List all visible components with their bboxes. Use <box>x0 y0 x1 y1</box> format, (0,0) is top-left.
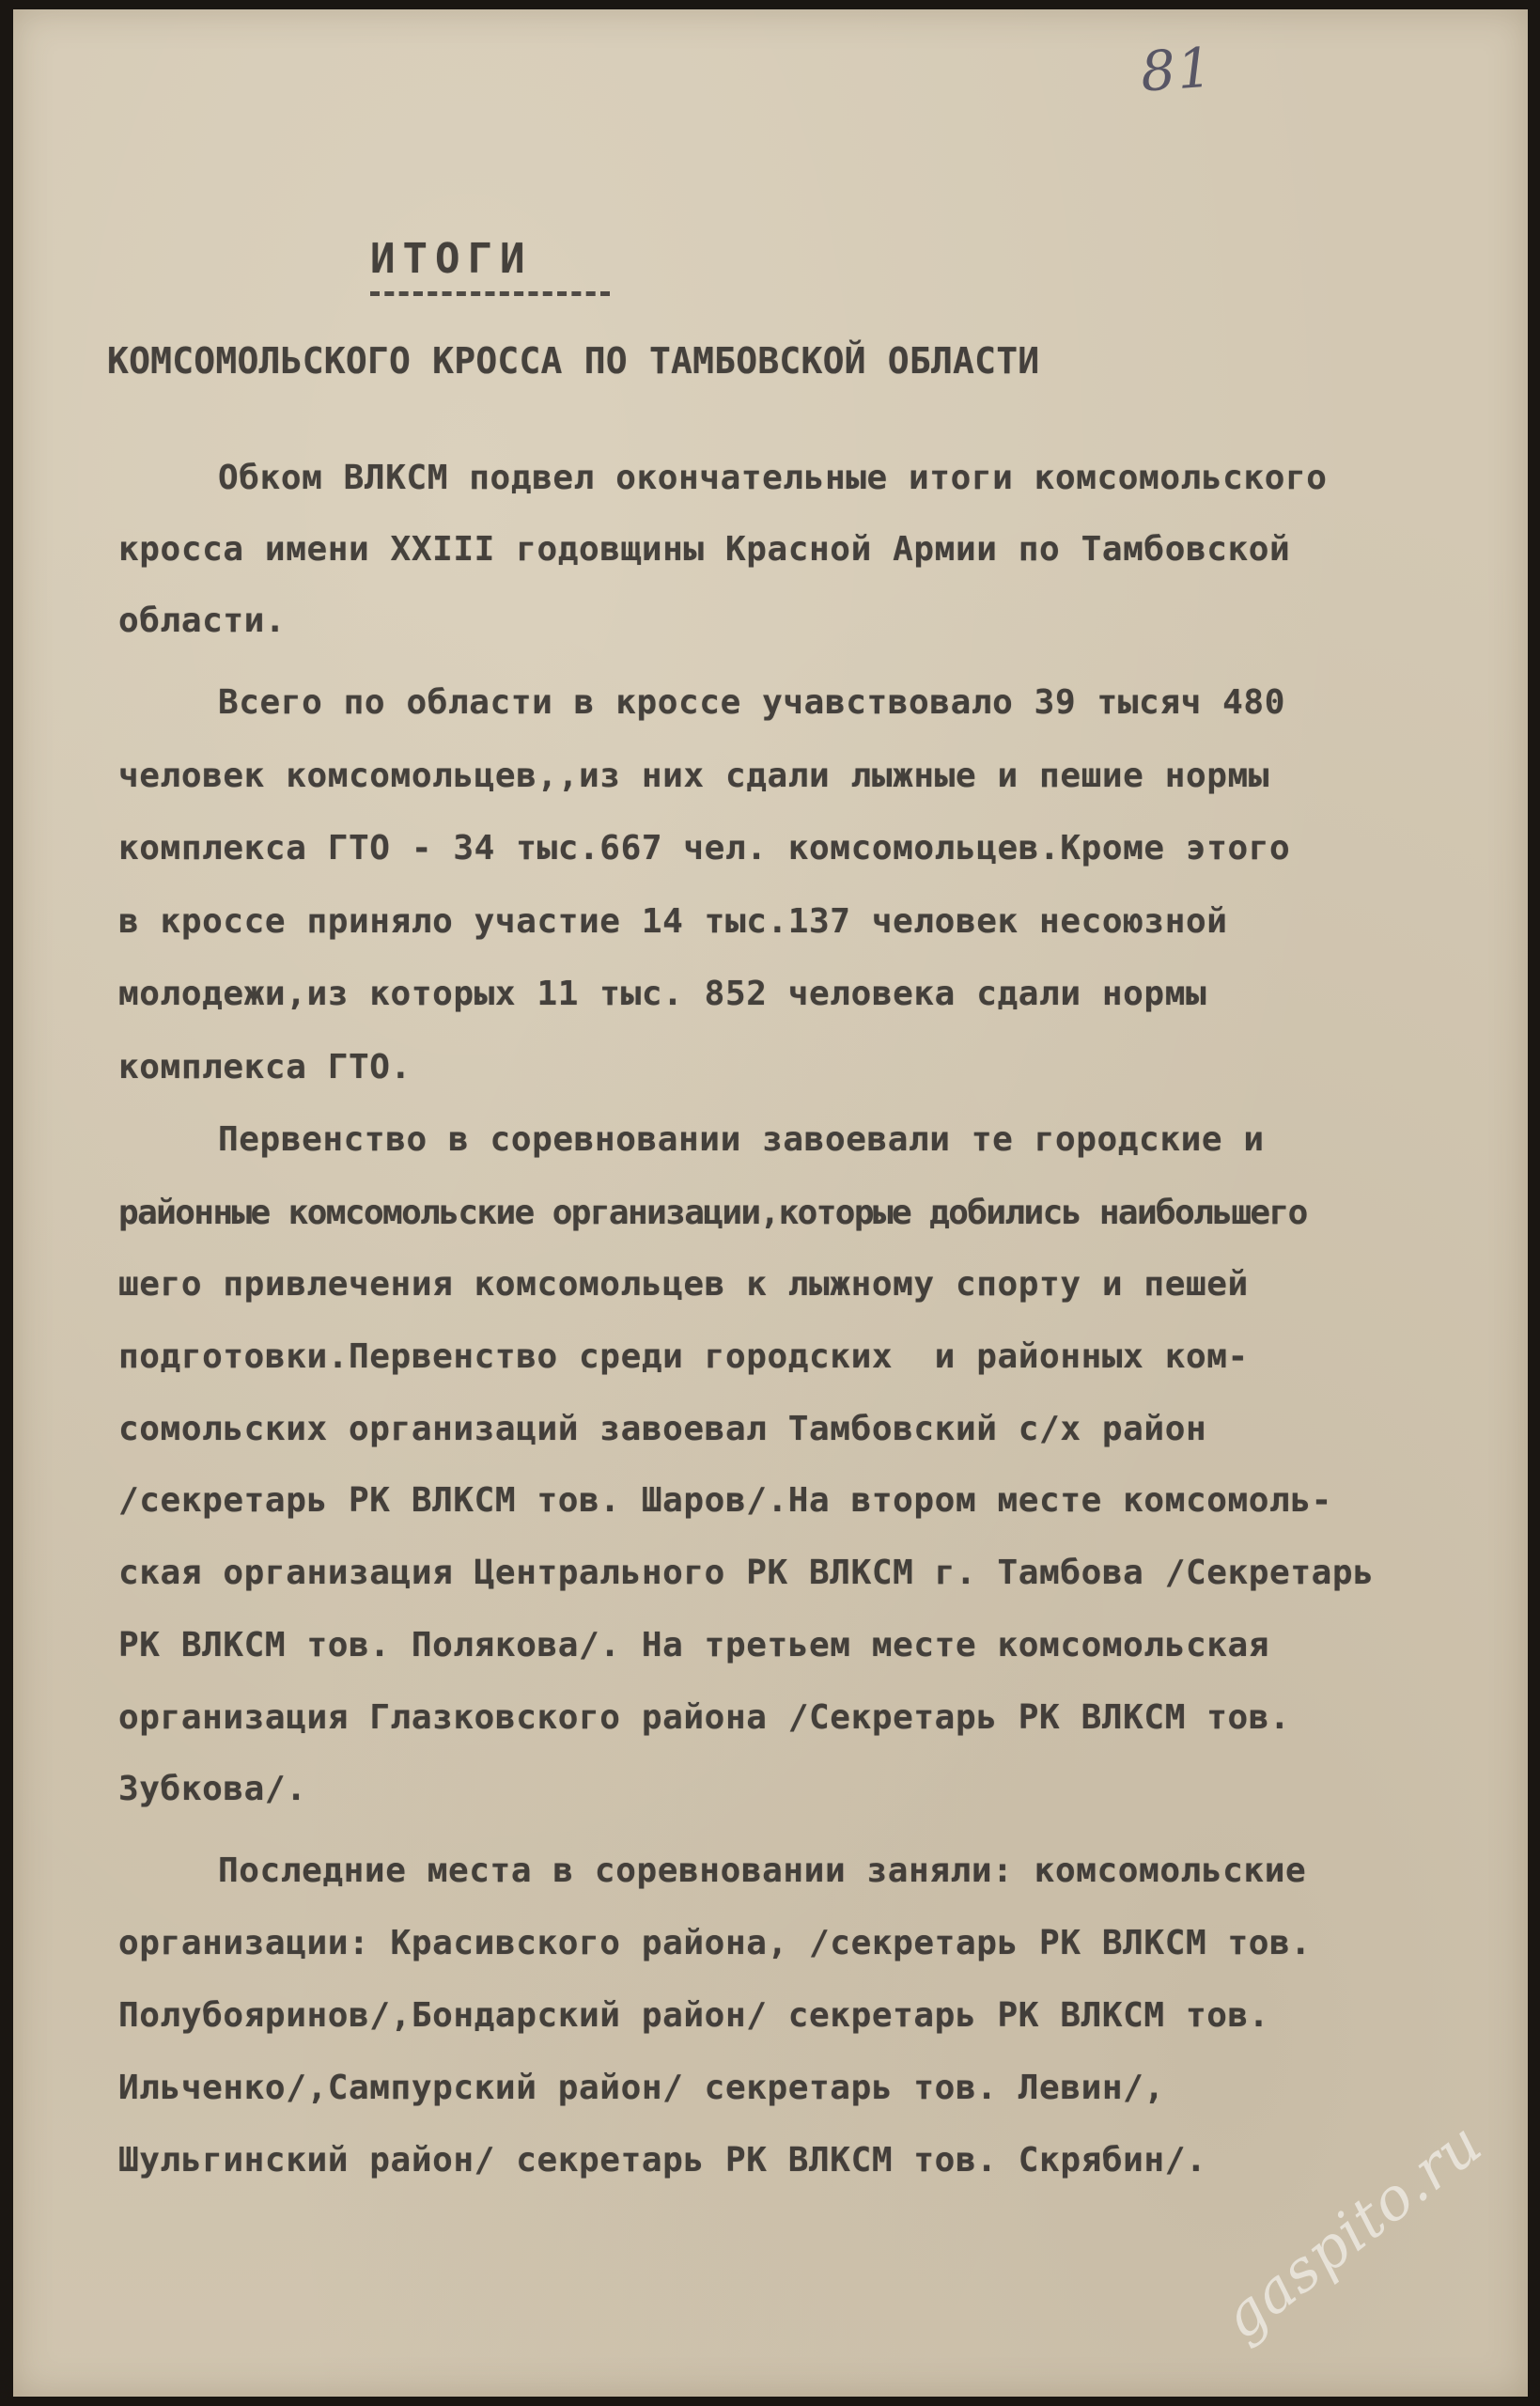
text-line: Шульгинский район/ секретарь РК ВЛКСМ тов. Скрябин/. <box>118 2141 1207 2179</box>
document-page <box>13 9 1528 2397</box>
text-line: Полубояринов/,Бондарский район/ секретарь РК ВЛКСМ тов. <box>118 1996 1270 2035</box>
text-line: Обком ВЛКСМ подвел окончательные итоги комсомольского <box>218 459 1328 497</box>
text-line: комплекса ГТО. <box>118 1048 412 1086</box>
text-line: ская организация Центрального РК ВЛКСМ г. Тамбова /Секретарь <box>118 1554 1375 1592</box>
text-line: шего привлечения комсомольцев к лыжному спорту и пешей <box>118 1265 1249 1304</box>
text-line: кросса имени XXIII годовщины Красной Армии по Тамбовской <box>118 530 1291 569</box>
watermark: gaspito.ru <box>1209 2108 1495 2352</box>
text-line: молодежи,из которых 11 тыс. 852 человека сдали нормы <box>118 975 1207 1013</box>
text-line: организации: Красивского района, /секретарь РК ВЛКСМ тов. <box>118 1924 1312 1962</box>
text-line: районные комсомольские организации,которые добились наибольшего <box>118 1194 1307 1232</box>
text-line: РК ВЛКСМ тов. Полякова/. На третьем месте комсомольская <box>118 1626 1270 1664</box>
text-line: подготовки.Первенство среди городских и районных ком- <box>118 1337 1249 1376</box>
text-line: организация Глазковского района /Секретарь РК ВЛКСМ тов. <box>118 1698 1291 1737</box>
text-line: Всего по области в кроссе учавствовало 39 тысяч 480 <box>218 683 1285 722</box>
text-line: Первенство в соревновании завоевали те городские и <box>218 1120 1265 1159</box>
archive-page-number: 81 <box>1138 35 1217 104</box>
text-line: Последние места в соревновании заняли: комсомольские <box>218 1851 1307 1890</box>
document-title: ИТОГИ <box>370 235 533 283</box>
title-underline <box>370 291 610 296</box>
text-line: в кроссе приняло участие 14 тыс.137 человек несоюзной <box>118 902 1228 941</box>
text-line: человек комсомольцев,,из них сдали лыжные и пешие нормы <box>118 757 1270 795</box>
text-line: области. <box>118 602 287 640</box>
text-line: /секретарь РК ВЛКСМ тов. Шаров/.На втором месте комсомоль- <box>118 1481 1332 1520</box>
document-subtitle: КОМСОМОЛЬСКОГО КРОССА ПО ТАМБОВСКОЙ ОБЛАСТИ <box>107 340 1040 382</box>
text-line: комплекса ГТО - 34 тыс.667 чел. комсомольцев.Кроме этого <box>118 829 1291 867</box>
text-line: Зубкова/. <box>118 1770 307 1808</box>
text-line: Ильченко/,Сампурский район/ секретарь тов. Левин/, <box>118 2069 1165 2107</box>
text-line: сомольских организаций завоевал Тамбовский с/х район <box>118 1410 1207 1448</box>
